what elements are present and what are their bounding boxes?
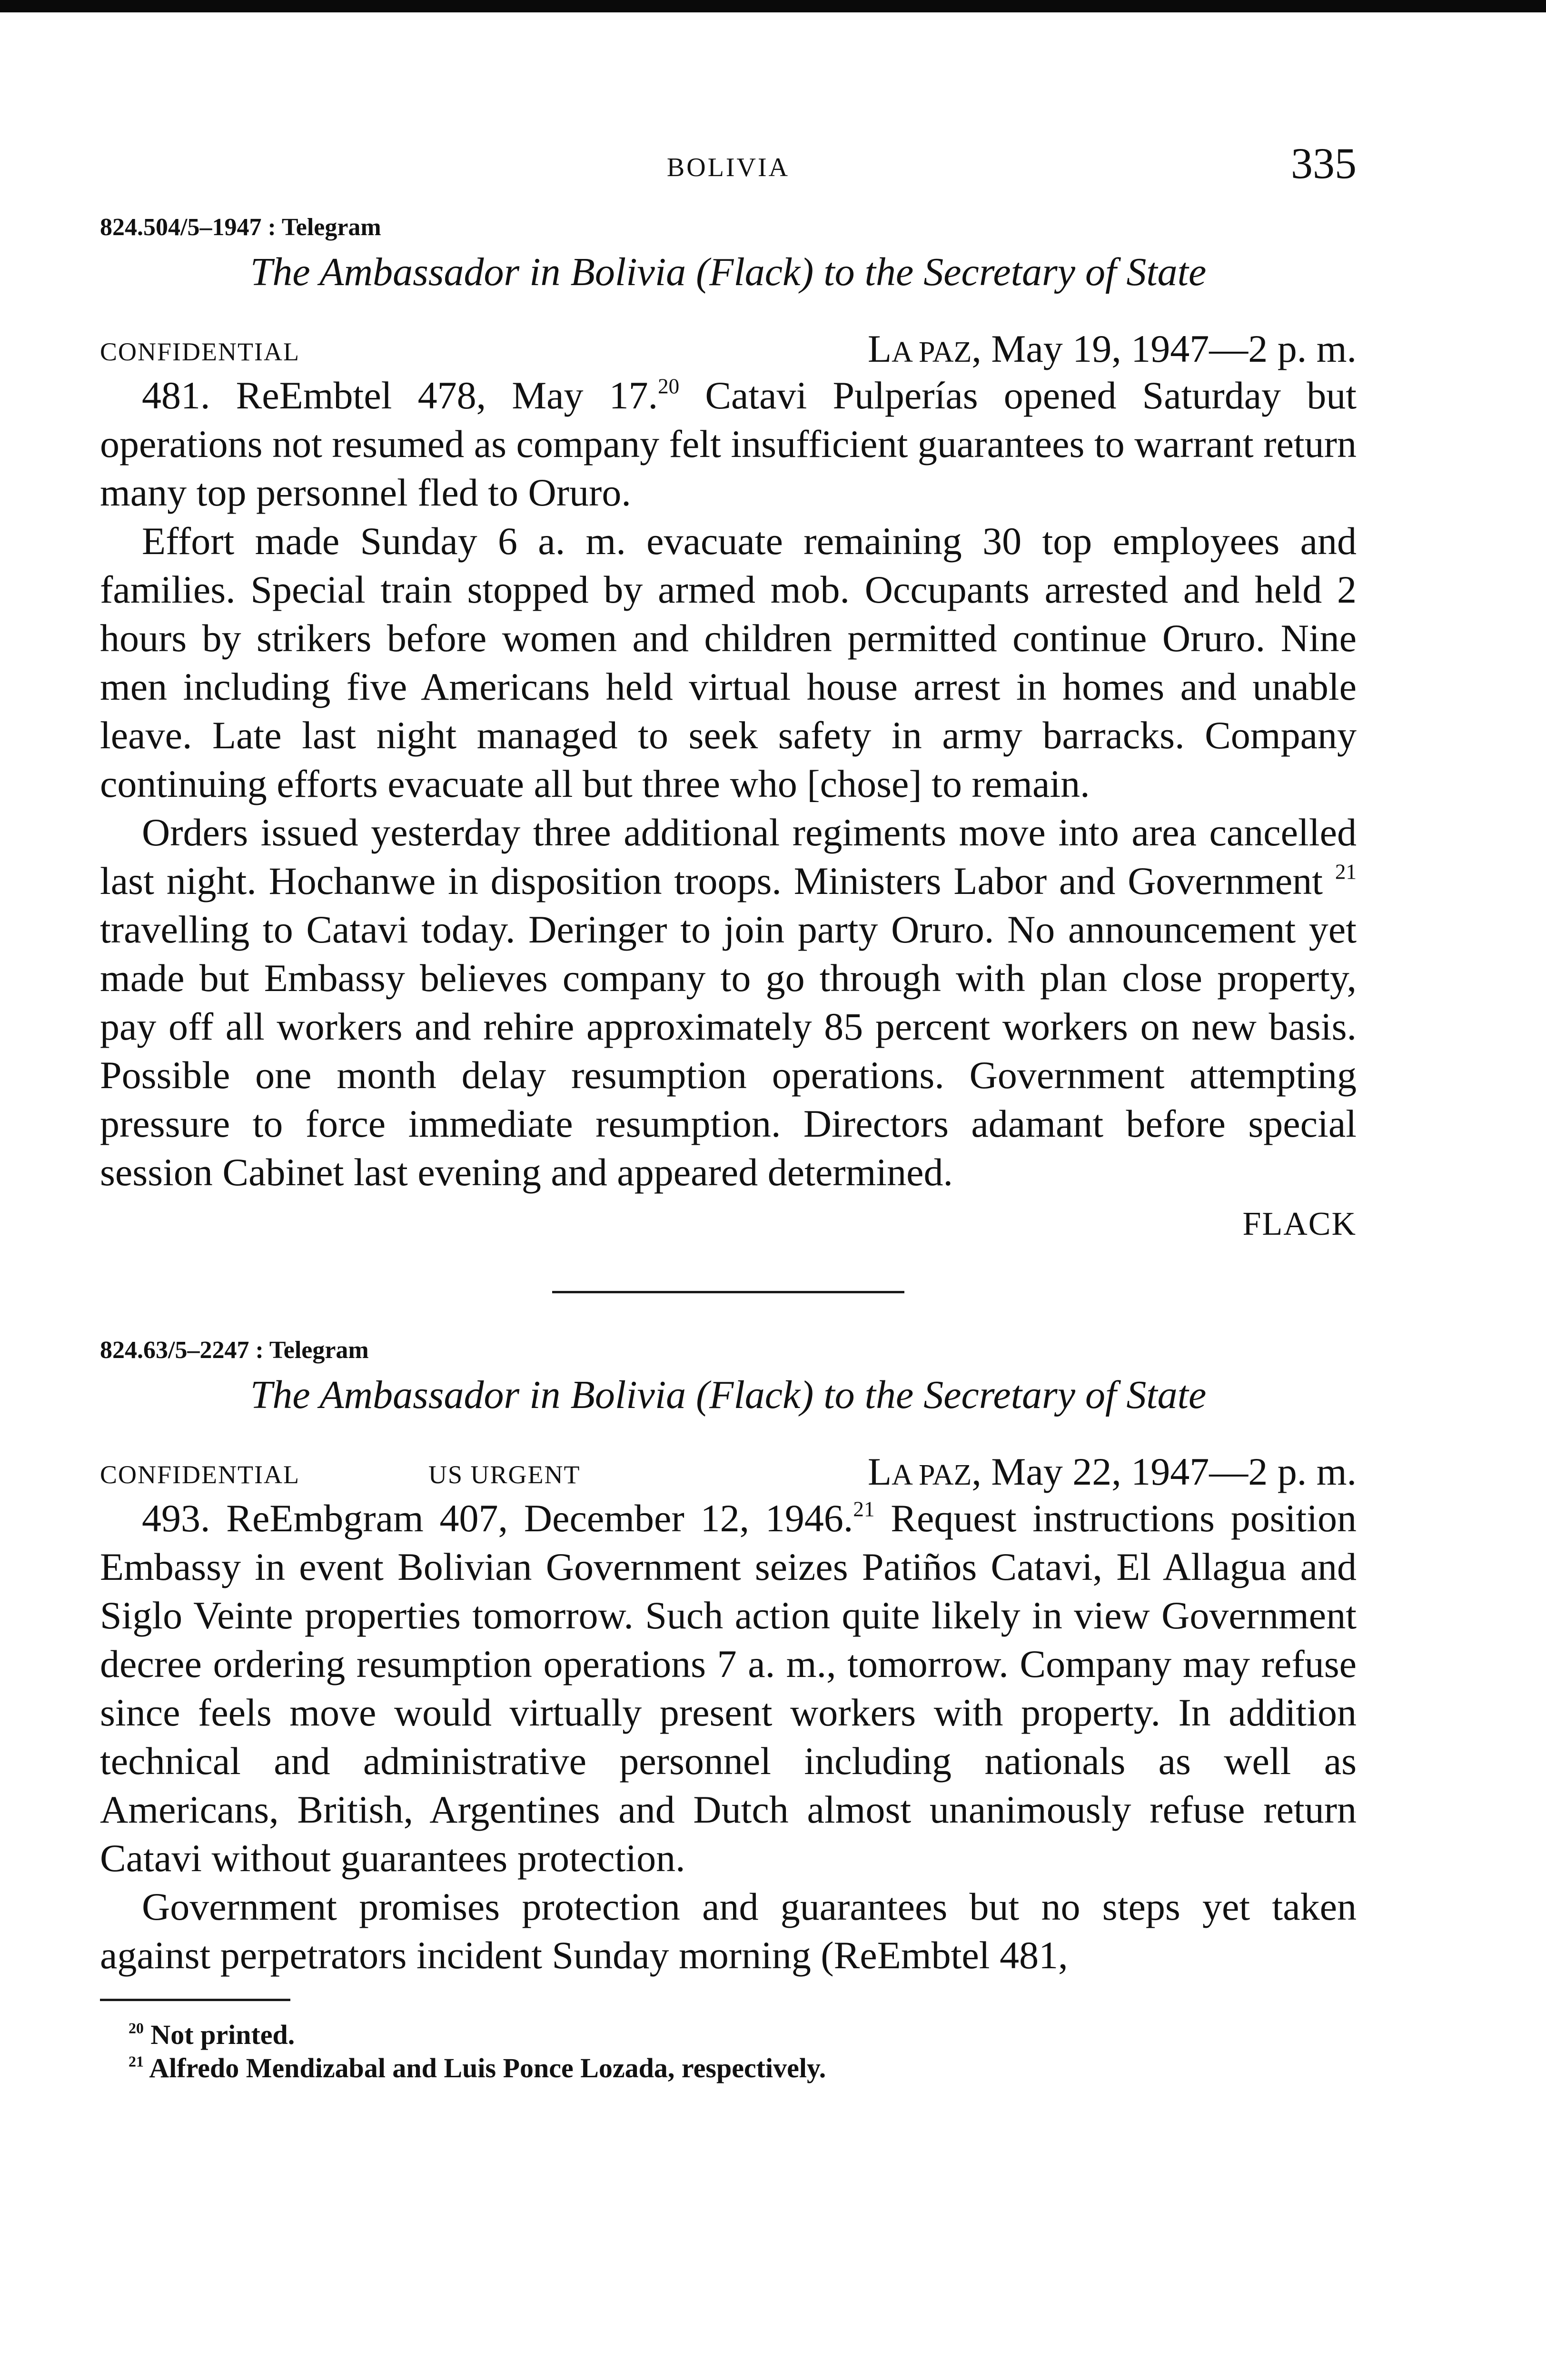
paragraph-text: Catavi Pulperías opened Saturday but operations not resumed as company felt insufficient guarantees to warrant return many top personnel fled to Oruro. [100,374,1357,514]
paragraph [100,517,1357,808]
document-title: The Ambassador in Bolivia (Flack) to the Secretary of State [250,1373,1207,1417]
dateline-place-initial: L [868,327,892,370]
paragraph-text: Orders issued yesterday three additional regiments move into area cancelled last night. Hochanwe in disposition troops. Ministers Labor and Government [100,811,1357,902]
paragraph-text: Request instructions position Embassy in event Bolivian Government seizes Patiños Catavi, El Allagua and Siglo Veinte properties tomorrow. Such action quite likely in view Government decree ordering resumption operations 7 a. m., tomorrow. Company may refuse since feels move would virtually present workers with property. In addition technical and administrative personnel including nationals as well as Americans, British, Argentines and Dutch almost unanimously refuse return Catavi without guarantees protection. [100,1497,1357,1880]
urgency-label: US URGENT [428,1460,581,1489]
section-divider [552,1291,904,1293]
dateline [868,1449,1357,1494]
footnote-rule [100,1999,290,2001]
footnote [100,2018,1357,2052]
paragraph-text: Government promises protection and guarantees but no steps yet taken against perpetrators incident Sunday morning (ReEmbtel 481, [100,1885,1357,1977]
footnotes [100,2018,1357,2085]
document-dateline-row [100,314,1357,371]
paragraph-text: Effort made Sunday 6 a. m. evacuate remaining 30 top employees and families. Special train stopped by armed mob. Occupants arrested and held 2 hours by strikers before women and children permitted continue Oruro. Nine men including five Americans held virtual house arrest in homes and unable leave. Late last night managed to seek safety in army barracks. Company continuing efforts evacuate all but three who [chose] to remain. [100,519,1357,805]
footnote-text: Alfredo Mendizabal and Luis Ponce Lozada, respectively. [143,2053,826,2083]
document-dateline-row [100,1437,1357,1494]
telegram-document-2 [100,1336,1357,1980]
page-header [100,133,1357,200]
paragraph [100,1883,1357,1980]
classification-label: CONFIDENTIAL [100,1460,300,1489]
dateline-date: , May 19, 1947—2 p. m. [971,327,1357,370]
footnote [100,2052,1357,2085]
paragraph-text: travelling to Catavi today. Deringer to join party Oruro. No announcement yet made but Embassy believes company to go through with plan close property, pay off all workers and rehire approximately 85 percent workers on new basis. Possible one month delay resumption operations. Government attempting pressure to force immediate resumption. Directors adamant before special session Cabinet last evening and appeared determined. [100,908,1357,1194]
signature: FLACK [1242,1206,1357,1242]
paragraph-text: 481. ReEmbtel 478, May 17. [142,374,658,417]
footnote-marker: 20 [658,374,680,398]
classification-label: CONFIDENTIAL [100,337,300,366]
running-head: BOLIVIA [666,153,790,182]
footnote-mark: 20 [129,2020,144,2037]
paragraph [100,371,1357,517]
paragraph [100,1494,1357,1883]
document-reference: 824.504/5–1947 : Telegram [100,214,381,241]
document-reference: 824.63/5–2247 : Telegram [100,1337,369,1364]
page-number: 335 [1291,139,1357,188]
scan-top-border [0,0,1546,12]
dateline-place: A PAZ [892,336,972,368]
footnote-text: Not printed. [143,2019,295,2050]
footnote-mark: 21 [129,2053,144,2070]
dateline-date: , May 22, 1947—2 p. m. [971,1450,1357,1493]
footnote-marker: 21 [1335,860,1357,884]
dateline [868,327,1357,371]
dateline-place: A PAZ [892,1459,972,1491]
paragraph-text: 493. ReEmbgram 407, December 12, 1946. [142,1497,853,1540]
document-title: The Ambassador in Bolivia (Flack) to the Secretary of State [250,250,1207,294]
dateline-place-initial: L [868,1450,892,1493]
document-page [100,133,1357,2085]
paragraph [100,808,1357,1197]
telegram-document-1 [100,213,1357,1243]
footnote-marker: 21 [853,1497,875,1521]
